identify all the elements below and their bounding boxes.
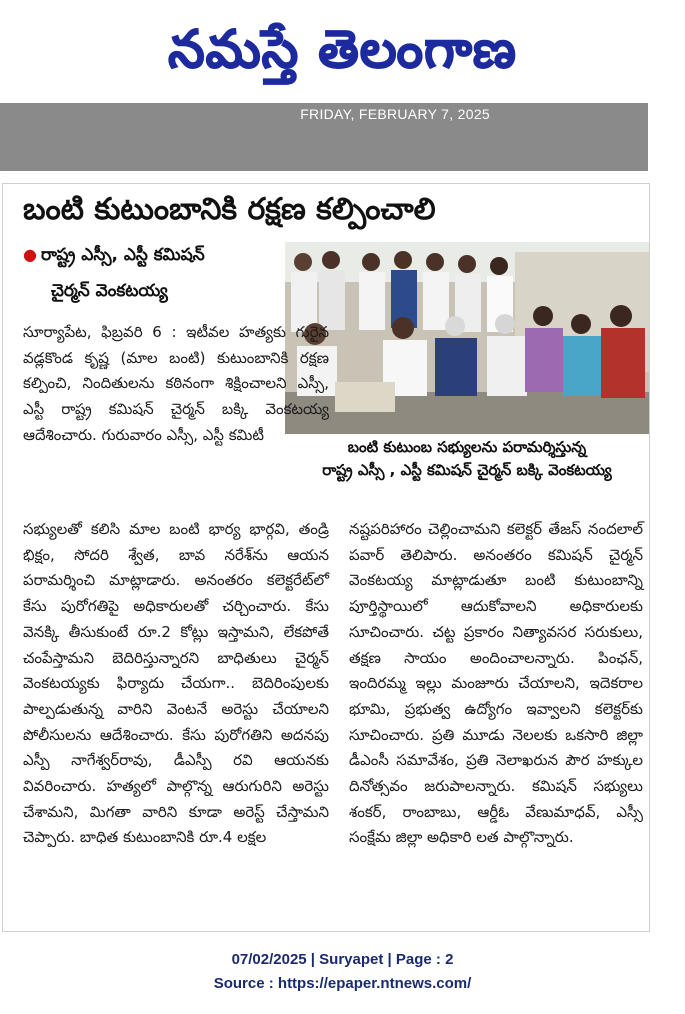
masthead [0,0,685,100]
byline-chairman: చైర్మన్ వెంకటయ్య [51,281,168,302]
article-body-column-1-bottom: సభ్యులతో కలిసి మాల బంటి భార్య భార్గవి, తండ్రి భిక్షం, సోదరి శ్వేత, బావ నరేశ్‌ను ఆయన పరామర్శించి మాట్లాడారు. అనంతరం కలెక్టరేట్‌లో కేసు పురోగతిపై అధికారులతో చర్చించారు. కేసు వెనక్కి తీసుకుంటే రూ.2 కోట్లు ఇస్తామని, లేకపోతే చంపేస్తామని బెదిరిస్తున్నారని బాధితులు చైర్మన్ వెంకటయ్యకు ఫిర్యాదు చేయగా.. బెదిరింపులకు పాల్పడుతున్న వారిని వెంటనే అరెస్టు చేయాలని పోలీసులను ఆదేశించారు. కేసు పురోగతిని అదనపు ఎస్పీ నాగేశ్వర్‌రావు, డీఎస్పీ రవి ఆయనకు వివరించారు. హత్యలో పాల్గొన్న ఆరుగురిని అరెస్టు చేశామని, మిగతా వారిని కూడా అరెస్ట్ చేస్తామని చెప్పారు. బాధిత కుటుంబానికి రూ.4 లక్షల [23,520,329,847]
photo-illustration [285,242,649,434]
photo-caption-line-2: రాష్ట్ర ఎస్సీ , ఎస్టీ కమిషన్ చైర్మన్ బక్కి వెంకటయ్య [322,460,612,479]
bullet-icon: ● [23,245,37,264]
newspaper-logo-title: నమస్తే తెలంగాణ [168,19,517,80]
footer-source-link: Source : https://epaper.ntnews.com/ [213,975,472,992]
photo-caption [285,436,649,481]
photo-caption-line-1: బంటి కుటుంబ సభ్యులను పరామర్శిస్తున్న [347,438,587,456]
news-article [2,183,650,932]
page-footer [0,948,685,996]
article-headline: బంటి కుటుంబానికి రక్షణ కల్పించాలి [23,192,436,227]
byline-commission: రాష్ట్ర ఎస్సీ, ఎస్టీ కమిషన్ [40,245,205,265]
footer-edition-info: 07/02/2025 | Suryapet | Page : 2 [231,951,454,968]
article-photo [285,242,649,434]
date-bar [0,103,648,171]
article-body-column-2: నష్టపరిహారం చెల్లించామని కలెక్టర్ తేజస్ నందలాల్ పవార్ తెలిపారు. అనంతరం కమిషన్ చైర్మన్ వెంకటయ్య మాట్లాడుతూ బంటి కుటుంబాన్ని పూర్తిస్థాయిలో ఆదుకోవాలని అధికారులకు సూచించారు. చట్ట ప్రకారం నిత్యావసర సరుకులు, తక్షణ సాయం అందించాలన్నారు. పింఛన్, ఇందిరమ్మ ఇల్లు మంజూరు చేయాలని, ఇదెకరాల భూమి, ప్రభుత్వ ఉద్యోగం ఇవ్వాలని కలెక్టర్‌కు సూచించారు. ప్రతి మూడు నెలలకు ఒకసారి జిల్లా డీఎంసీ సమావేశం, ప్రతి నెలాఖరున పౌర హక్కుల దినోత్సవం జరుపాలన్నారు. కమిషన్ సభ్యులు శంకర్, రాంబాబు, ఆర్డీఓ వేణుమాధవ్, ఎస్సీ సంక్షేమ జిల్లా అధికారి లత పాల్గొన్నారు. [349,520,643,847]
article-byline [23,244,273,302]
edition-date: FRIDAY, FEBRUARY 7, 2025 [300,106,490,122]
article-body-column-1-top: సూర్యాపేట, ఫిబ్రవరి 6 : ఇటీవల హత్యకు గురైన వడ్లకొండ కృష్ణ (మాల బంటి) కుటుంబానికి రక్షణ కల్పించి, నిందితులను కఠినంగా శిక్షించాలని ఎస్సీ, ఎస్టీ రాష్ట్ర కమిషన్ చైర్మన్ బక్కి వెంకటయ్య ఆదేశించారు. గురువారం ఎస్సీ, ఎస్టీ కమిటీ [23,323,329,444]
